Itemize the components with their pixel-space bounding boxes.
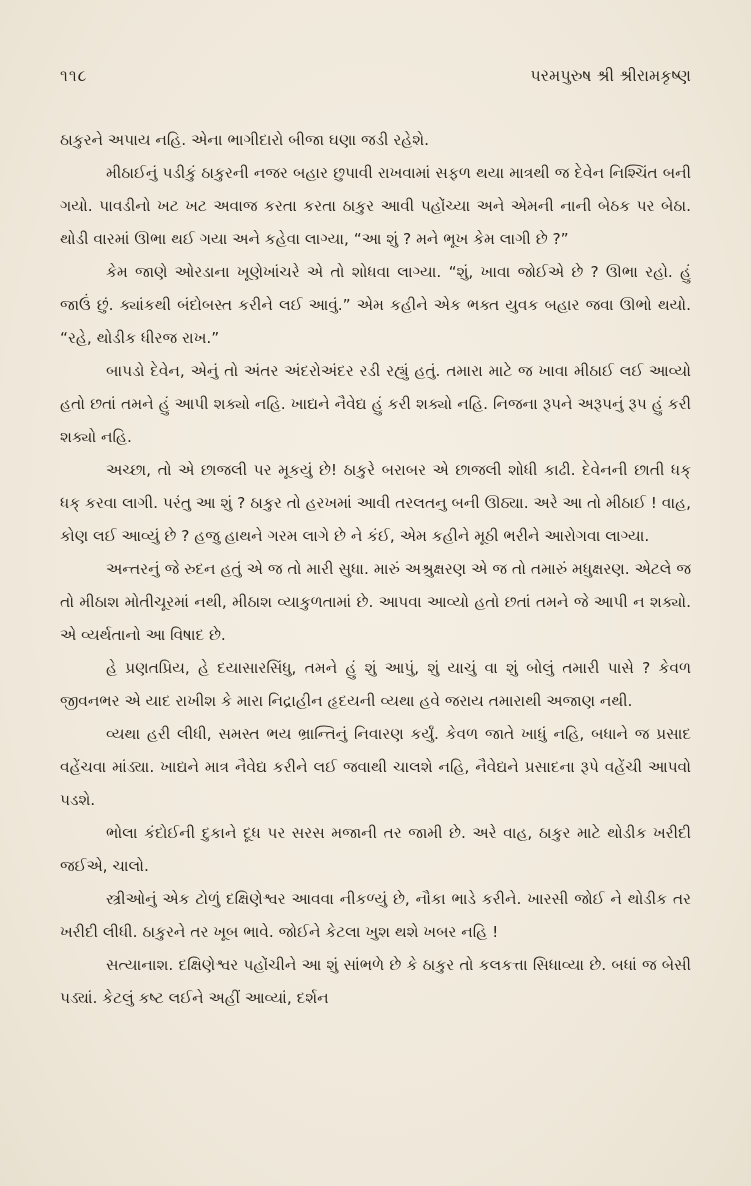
paragraph: અન્તરનું જે રુદન હતું એ જ તો મારી સુધા. મારું અશ્રુક્ષરણ એ જ તો તમારું મધુક્ષરણ. એટલે જ તો મીઠાશ મોતીચૂરમાં નથી, મીઠાશ વ્યાકુળતામાં છે. આપવા આવ્યો હતો છતાં તમને જે આપી ન શક્યો. એ વ્યર્થતાનો આ વિષાદ છે. <box>60 560 691 644</box>
paragraph: વ્યથા હરી લીધી, સમસ્ત ભય ભ્રાન્તિનું નિવારણ કર્યું. કેવળ જાતે ખાધું નહિ, બધાને જ પ્રસાદ વહેંચવા માંડ્યા. ખાદ્યને માત્ર નૈવેદ્ય કરીને લઈ જવાથી ચાલશે નહિ, નૈવેદ્યને પ્રસાદના રૂપે વહેંચી આપવો પડશે. <box>60 725 691 809</box>
paragraph: સ્ત્રીઓનું એક ટોળું દક્ષિણેશ્વર આવવા નીકળ્યું છે, નૌકા ભાડે કરીને. ખારસી જોઈ ને થોડીક તર ખરીદી લીધી. ઠાકુરને તર ખૂબ ભાવે. જોઈને કેટલા ખુશ થશે ખબર નહિ ! <box>60 890 691 941</box>
paragraph: હે પ્રણતપ્રિય, હે દયાસારસિંધુ, તમને હું શું આપું, શું યાચું વા શું બોલું તમારી પાસે ? કેવળ જીવનભર એ યાદ રાખીશ કે મારા નિદ્રાહીન હૃદયની વ્યથા હવે જરાય તમારાથી અજાણ નથી. <box>60 659 691 710</box>
paragraph: કેમ જાણે ઓરડાના ખૂણેખાંચરે એ તો શોધવા લાગ્યા. “શું, ખાવા જોઈએ છે ? ઊભા રહો. હું જાઉં છું. ક્યાંકથી બંદોબસ્ત કરીને લઈ આવું.” એમ કહીને એક ભક્ત યુવક બહાર જવા ઊભો થયો. “રહે, થોડીક ધીરજ રાખ.” <box>60 263 691 347</box>
running-title: પરમપુરુષ શ્રી શ્રીરામકૃષ્ણ <box>530 66 691 85</box>
paragraph: અચ્છા, તો એ છાજલી પર મૂકયું છે! ઠાકુરે બરાબર એ છાજલી શોધી કાઢી. દેવેનની છાતી ધક્ ધક્ કરવા લાગી. પરંતુ આ શું ? ઠાકુર તો હરખમાં આવી તરલતનુ બની ઊઠ્યા. અરે આ તો મીઠાઈ ! વાહ, કોણ લઈ આવ્યું છે ? હજુ હાથને ગરમ લાગે છે ને કંઈ, એમ કહીને મૂઠી ભરીને આરોગવા લાગ્યા. <box>60 461 691 545</box>
paragraph: મીઠાઈનું પડીકું ઠાકુરની નજર બહાર છુપાવી રાખવામાં સફળ થયા માત્રથી જ દેવેન નિશ્ચિંત બની ગયો. પાવડીનો ખટ ખટ અવાજ કરતા કરતા ઠાકુર આવી પહોંચ્યા અને એમની નાની બેઠક પર બેઠા. થોડી વારમાં ઊભા થઈ ગયા અને કહેવા લાગ્યા, “આ શું ? મને ભૂખ કેમ લાગી છે ?” <box>60 164 691 248</box>
paragraph: ભોલા કંદોઈની દુકાને દૂધ પર સરસ મજાની તર જામી છે. અરે વાહ, ઠાકુર માટે થોડીક ખરીદી જઈએ, ચાલો. <box>60 824 691 875</box>
page-number: ૧૧૮ <box>60 66 88 85</box>
paragraph: સત્યાનાશ. દક્ષિણેશ્વર પહોંચીને આ શું સાંભળે છે કે ઠાકુર તો કલકત્તા સિધાવ્યા છે. બધાં જ બેસી પડ્યાં. કેટલું કષ્ટ લઈને અહીં આવ્યાં, દર્શન <box>60 956 691 1007</box>
paragraph: ઠાકુરને અપાય નહિ. એના ભાગીદારો બીજા ઘણા જડી રહેશે. <box>60 131 430 149</box>
page-header <box>60 66 691 106</box>
body-text <box>60 124 691 1015</box>
paragraph: બાપડો દેવેન, એનું તો અંતર અંદરોઅંદર રડી રહ્યું હતું. તમારા માટે જ ખાવા મીઠાઈ લઈ આવ્યો હતો છતાં તમને હું આપી શક્યો નહિ. ખાદ્યને નૈવેદ્ય હું કરી શક્યો નહિ. નિજના રૂપને અરૂપનું રૂપ હું કરી શક્યો નહિ. <box>60 362 691 446</box>
